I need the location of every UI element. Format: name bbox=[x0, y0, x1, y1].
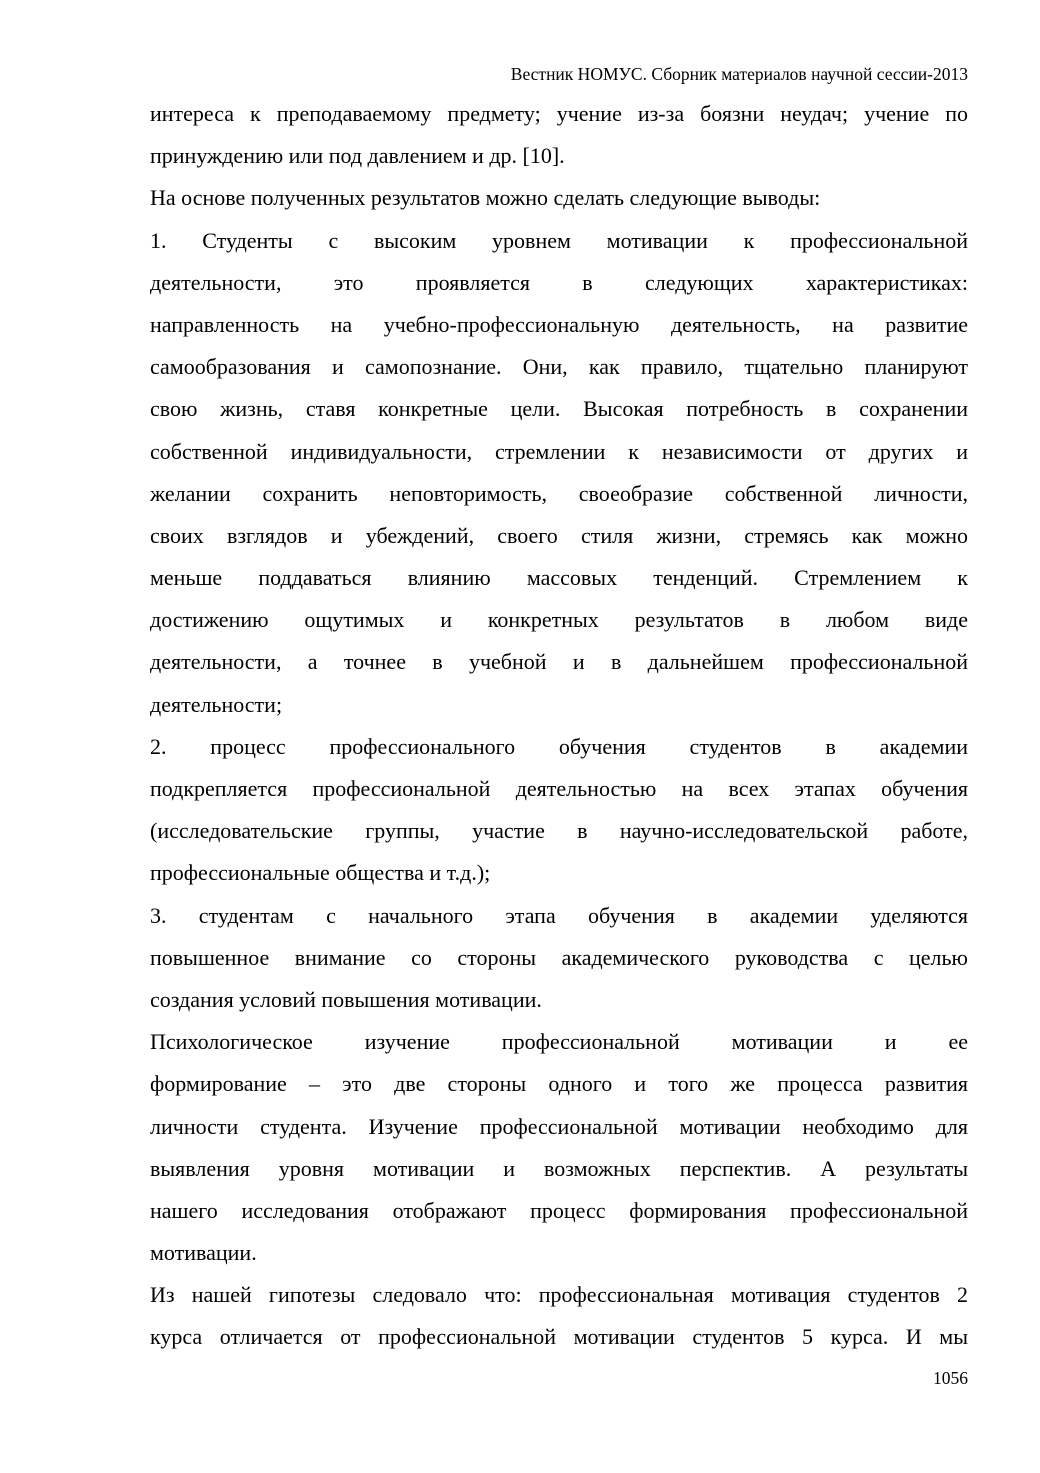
text-line: На основе полученных результатов можно сделать следующие выводы: bbox=[150, 185, 821, 211]
text-line: свою жизнь, ставя конкретные цели. Высокая потребность в сохранении bbox=[150, 396, 968, 422]
text-line: (исследовательские группы, участие в научно-исследовательской работе, bbox=[150, 818, 968, 844]
text-line: профессиональные общества и т.д.); bbox=[150, 860, 491, 886]
text-line: принуждению или под давлением и др. [10]. bbox=[150, 143, 565, 169]
text-line: деятельности; bbox=[150, 691, 283, 717]
text-line: подкрепляется профессиональной деятельностью на всех этапах обучения bbox=[150, 776, 968, 801]
text-line: мотивации. bbox=[150, 1240, 257, 1266]
text-line: 2. процесс профессионального обучения студентов в академии bbox=[150, 733, 968, 759]
text-line: 1. Студенты с высоким уровнем мотивации к профессиональной bbox=[150, 227, 968, 253]
text-line: Психологическое изучение профессиональной мотивации и ее bbox=[150, 1029, 968, 1055]
text-line: собственной индивидуальности, стремлении к независимости от других и bbox=[150, 438, 968, 464]
text-line: Из нашей гипотезы следовало что: профессиональная мотивация студентов 2 bbox=[150, 1282, 968, 1308]
text-line: повышенное внимание со стороны академического руководства с целью bbox=[150, 944, 968, 970]
text-line: личности студента. Изучение профессиональной мотивации необходимо для bbox=[150, 1113, 968, 1139]
text-line: интереса к преподаваемому предмету; учение из-за боязни неудач; учение по bbox=[150, 101, 968, 126]
body-text bbox=[150, 93, 968, 1359]
text-line: желании сохранить неповторимость, своеобразие собственной личности, bbox=[150, 480, 968, 506]
text-line: самообразования и самопознание. Они, как правило, тщательно планируют bbox=[150, 354, 968, 380]
text-line: достижению ощутимых и конкретных результатов в любом виде bbox=[150, 607, 968, 633]
text-line: деятельности, это проявляется в следующих характеристиках: bbox=[150, 269, 968, 295]
text-line: курса отличается от профессиональной мотивации студентов 5 курса. И мы bbox=[150, 1324, 968, 1350]
text-line: формирование – это две стороны одного и того же процесса развития bbox=[150, 1071, 968, 1097]
text-line: нашего исследования отображают процесс формирования профессиональной bbox=[150, 1197, 968, 1223]
page-number: 1056 bbox=[933, 1368, 968, 1388]
text-line: направленность на учебно-профессиональную деятельность, на развитие bbox=[150, 311, 968, 337]
text-line: деятельности, а точнее в учебной и в дальнейшем профессиональной bbox=[150, 649, 968, 675]
text-line: выявления уровня мотивации и возможных перспектив. А результаты bbox=[150, 1155, 968, 1181]
text-line: создания условий повышения мотивации. bbox=[150, 986, 542, 1012]
text-line: своих взглядов и убеждений, своего стиля жизни, стремясь как можно bbox=[150, 522, 968, 548]
running-header: Вестник НОМУС. Сборник материалов научной сессии-2013 bbox=[510, 64, 968, 84]
text-line: меньше поддаваться влиянию массовых тенденций. Стремлением к bbox=[150, 565, 968, 591]
text-line: 3. студентам с начального этапа обучения в академии уделяются bbox=[150, 902, 968, 928]
